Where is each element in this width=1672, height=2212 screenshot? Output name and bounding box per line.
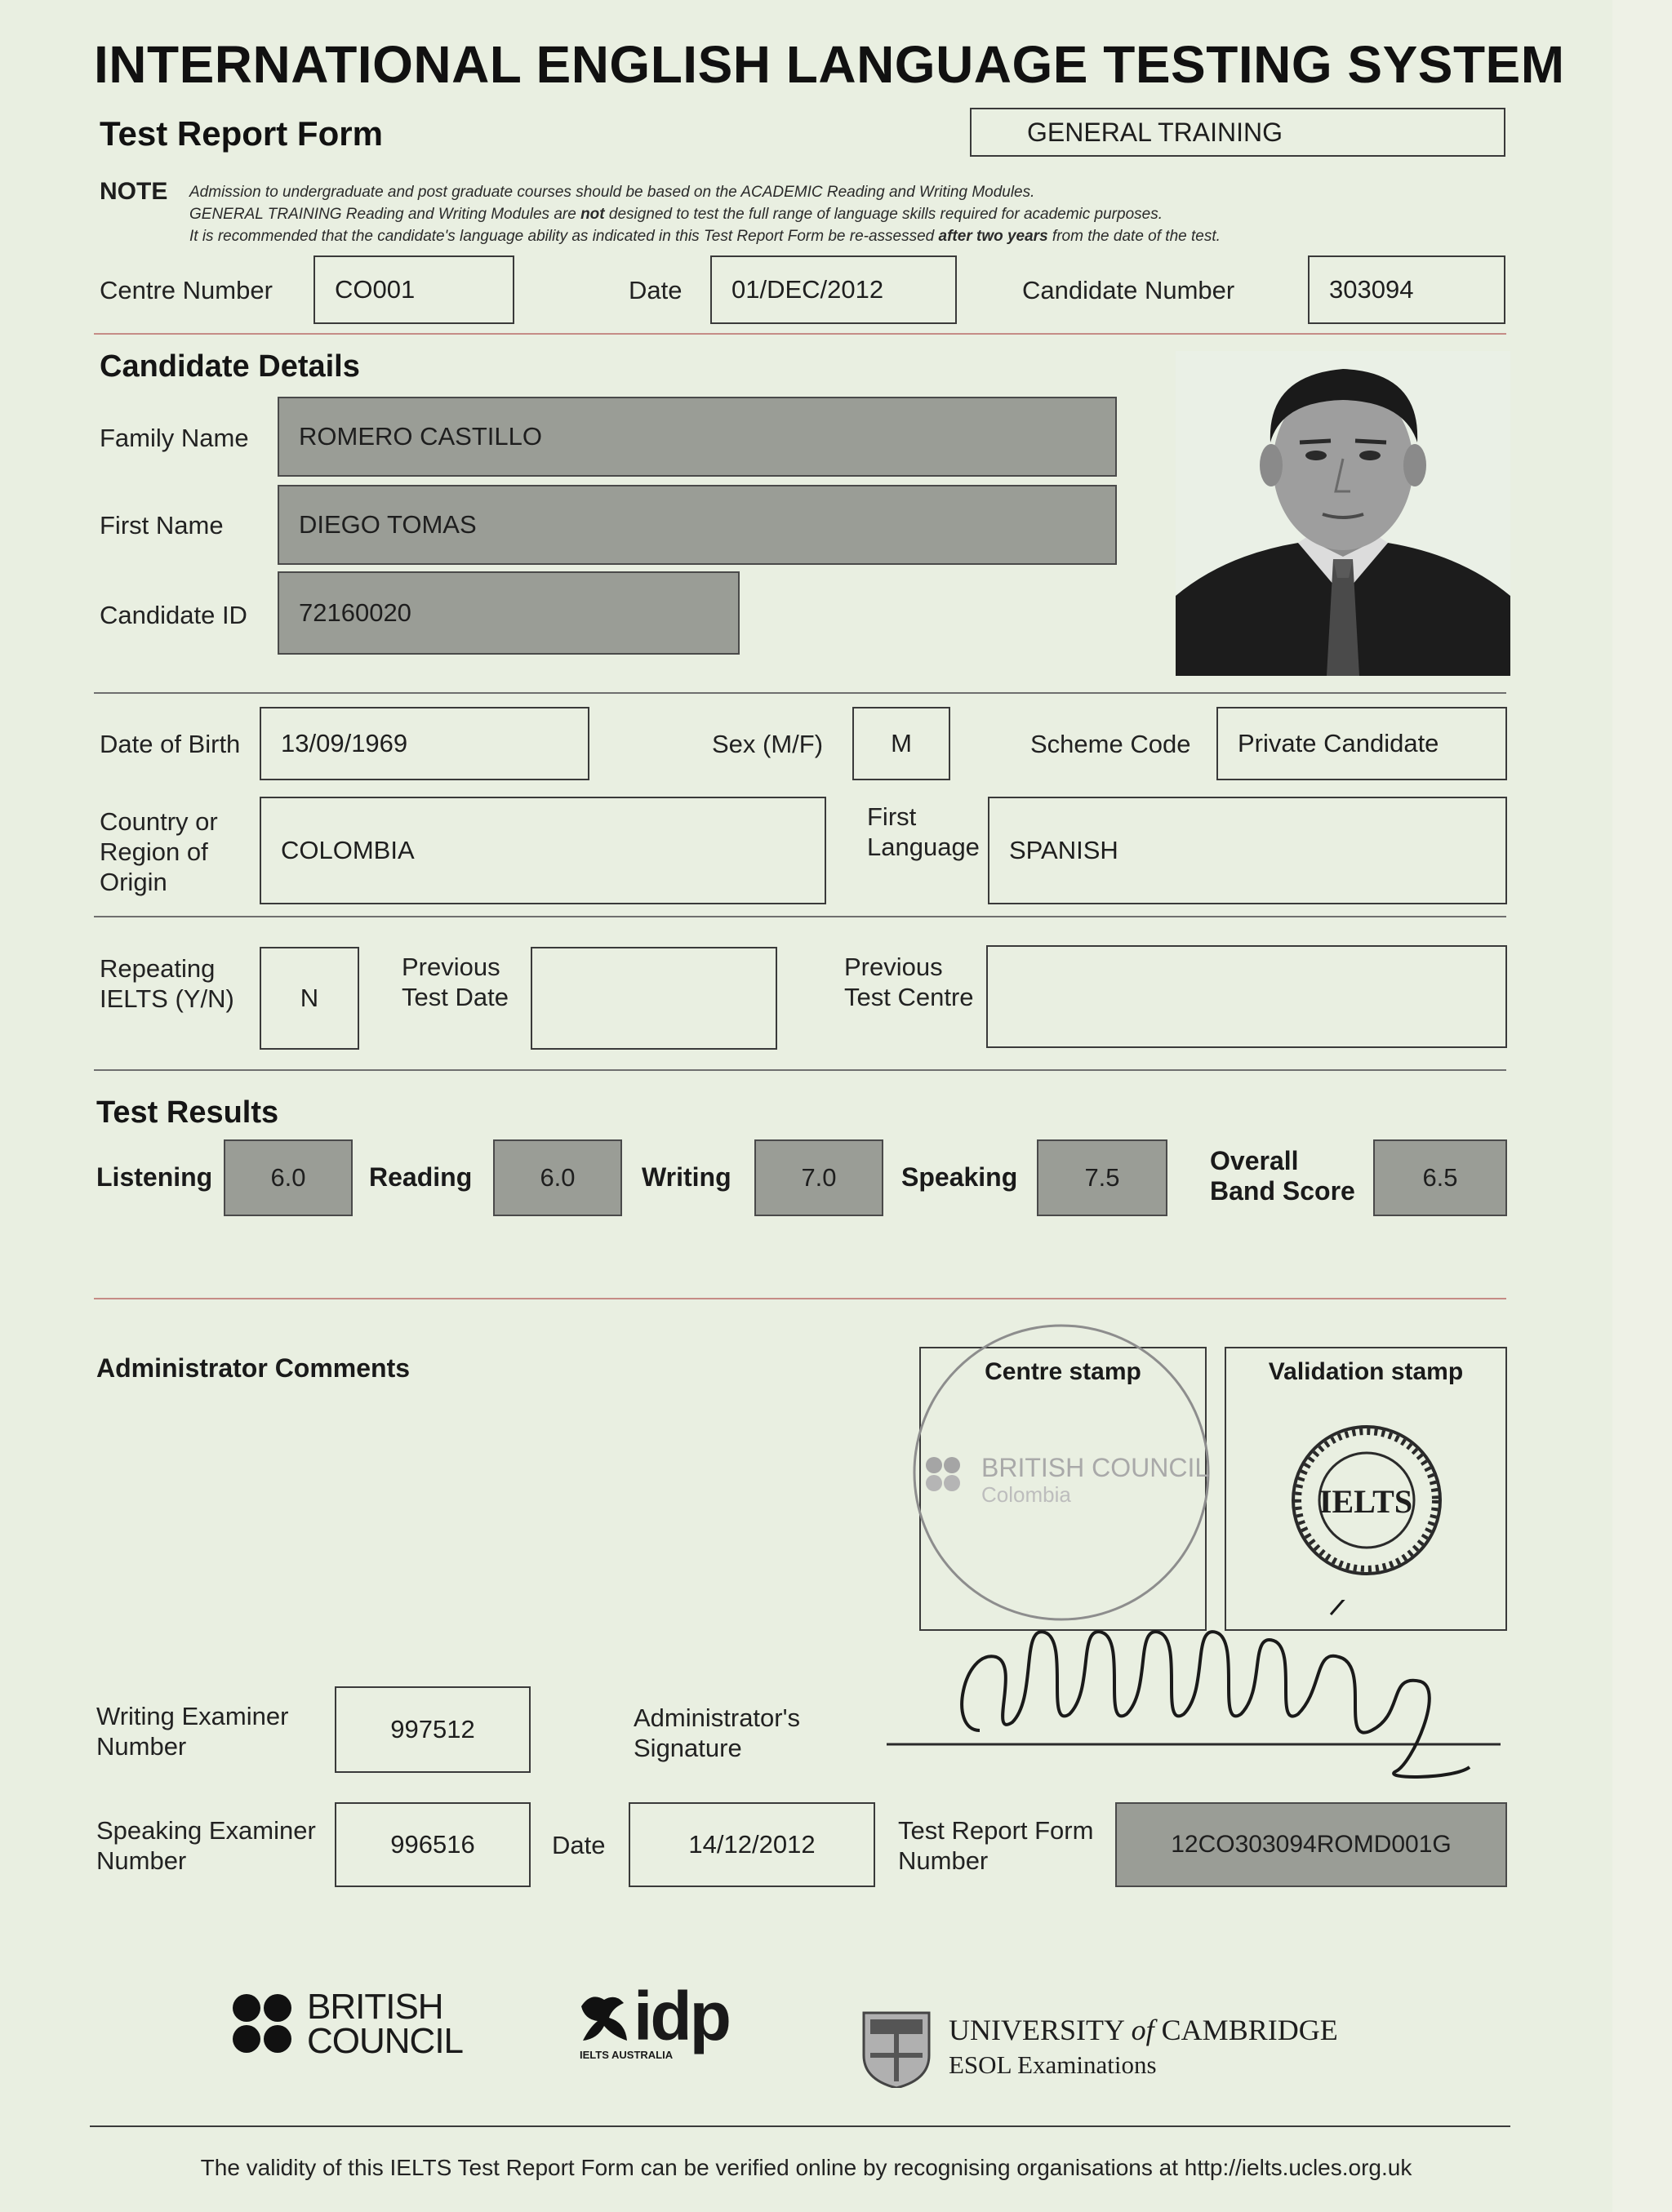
dob-label: Date of Birth <box>100 730 241 758</box>
first-name-field: DIEGO TOMAS <box>278 485 1117 565</box>
previous-test-centre-field <box>986 945 1507 1048</box>
overall-band-label <box>1210 1146 1355 1206</box>
test-results-title: Test Results <box>96 1095 279 1130</box>
writing-examiner-label-line-2: Number <box>96 1732 187 1761</box>
centre-stamp-text-2: Colombia <box>981 1482 1071 1507</box>
cambridge-of: of <box>1131 2014 1154 2046</box>
date-label: Date <box>629 276 683 304</box>
note-line-3c: from the date of the test. <box>1047 228 1221 245</box>
idp-mark-icon <box>576 1990 634 2047</box>
validation-seal-text: IELTS <box>1318 1483 1413 1520</box>
speaking-score: 7.5 <box>1037 1139 1167 1216</box>
idp-wordmark: idp <box>634 1978 729 2054</box>
form-subtitle: Test Report Form <box>100 114 383 153</box>
british-council-logo <box>232 1987 477 2063</box>
overall-band-label-line-2: Band Score <box>1210 1176 1355 1206</box>
listening-score: 6.0 <box>224 1139 353 1216</box>
note-label: NOTE <box>100 178 168 205</box>
divider <box>94 916 1506 917</box>
writing-examiner-field: 997512 <box>335 1686 531 1773</box>
portrait-image <box>1176 351 1510 676</box>
first-language-label-line-1: First <box>867 802 917 831</box>
footer-divider <box>90 2125 1510 2127</box>
note-line-2a: GENERAL TRAINING Reading and Writing Modules are <box>189 206 581 223</box>
administrator-signature-label <box>634 1703 800 1763</box>
overall-band-label-line-1: Overall <box>1210 1146 1299 1175</box>
note-text <box>189 181 1221 247</box>
trf-number-field: 12CO303094ROMD001G <box>1115 1802 1507 1887</box>
cambridge-name: CAMBRIDGE <box>1154 2014 1338 2046</box>
repeating-field: N <box>260 947 359 1050</box>
repeating-label <box>100 953 234 1014</box>
validation-stamp-box <box>1225 1347 1507 1631</box>
validation-stamp-label: Validation stamp <box>1268 1358 1464 1385</box>
note-line-2 <box>189 203 1221 225</box>
candidate-number-field: 303094 <box>1308 255 1505 324</box>
first-language-label <box>867 802 980 862</box>
scheme-code-field: Private Candidate <box>1216 707 1507 780</box>
centre-stamp-text-1: BRITISH COUNCIL <box>981 1453 1210 1482</box>
country-label-line-1: Country or <box>100 807 218 836</box>
administrator-signature-label-line-1: Administrator's <box>634 1703 801 1732</box>
previous-test-date-label-line-2: Test Date <box>402 983 509 1011</box>
centre-stamp-box <box>919 1347 1210 1631</box>
speaking-examiner-label-line-2: Number <box>96 1846 187 1875</box>
trf-number-label-line-1: Test Report Form <box>898 1816 1094 1845</box>
cambridge-line-1 <box>949 2013 1338 2047</box>
dob-field: 13/09/1969 <box>260 707 589 780</box>
candidate-details-title: Candidate Details <box>100 349 360 384</box>
previous-test-date-label-line-1: Previous <box>402 953 500 981</box>
centre-number-field: CO001 <box>314 255 514 324</box>
family-name-field: ROMERO CASTILLO <box>278 397 1117 477</box>
administrator-signature-label-line-2: Signature <box>634 1734 742 1762</box>
sex-field: M <box>852 707 950 780</box>
note-line-3 <box>189 225 1221 247</box>
trf-number-label-line-2: Number <box>898 1846 989 1875</box>
british-council-wordmark <box>307 1987 464 2061</box>
sex-label: Sex (M/F) <box>712 730 824 758</box>
divider <box>94 1069 1506 1071</box>
admin-date-label: Date <box>552 1831 606 1859</box>
cambridge-line-2: ESOL Examinations <box>949 2050 1157 2079</box>
footer-verification-text: The validity of this IELTS Test Report Form can be verified online by recognising organisations at http://ielts.ucles.org.uk <box>200 2155 1412 2180</box>
first-language-label-line-2: Language <box>867 833 980 861</box>
divider <box>94 1298 1506 1299</box>
page-title: INTERNATIONAL ENGLISH LANGUAGE TESTING SYSTEM <box>94 35 1565 94</box>
date-field: 01/DEC/2012 <box>710 255 957 324</box>
previous-test-centre-label-line-2: Test Centre <box>844 983 974 1011</box>
overall-band-score: 6.5 <box>1373 1139 1507 1216</box>
trf-number-label <box>898 1815 1093 1876</box>
british-council-line-1: BRITISH <box>307 1987 443 2027</box>
country-label-line-3: Origin <box>100 868 167 896</box>
country-label-line-2: Region of <box>100 837 208 866</box>
reading-label: Reading <box>369 1162 473 1192</box>
speaking-examiner-field: 996516 <box>335 1802 531 1887</box>
scheme-code-label: Scheme Code <box>1030 730 1191 758</box>
cambridge-logo <box>862 2011 1352 2090</box>
idp-logo <box>576 1978 756 2065</box>
note-line-2c: designed to test the full range of language skills required for academic purposes. <box>604 206 1163 223</box>
repeating-label-line-2: IELTS (Y/N) <box>100 984 234 1013</box>
speaking-examiner-label <box>96 1815 316 1876</box>
divider <box>94 692 1506 694</box>
country-field: COLOMBIA <box>260 797 826 904</box>
administrator-signature <box>882 1600 1519 1796</box>
british-council-dots-icon <box>232 1993 297 2059</box>
candidate-number-label: Candidate Number <box>1022 276 1235 304</box>
first-language-field: SPANISH <box>988 797 1507 904</box>
writing-examiner-label-line-1: Writing Examiner <box>96 1702 289 1730</box>
previous-test-centre-label-line-1: Previous <box>844 953 943 981</box>
previous-test-centre-label <box>844 952 974 1012</box>
family-name-label: Family Name <box>100 424 249 452</box>
writing-examiner-label <box>96 1701 288 1761</box>
note-line-2b: not <box>580 206 605 223</box>
module-box: GENERAL TRAINING <box>970 108 1505 157</box>
country-label <box>100 806 218 897</box>
previous-test-date-label <box>402 952 509 1012</box>
speaking-label: Speaking <box>901 1162 1018 1192</box>
note-line-1: Admission to undergraduate and post graduate courses should be based on the ACADEMIC Reading and Writing Modules. <box>189 184 1035 201</box>
writing-score: 7.0 <box>754 1139 883 1216</box>
divider <box>94 333 1506 335</box>
first-name-label: First Name <box>100 511 224 540</box>
centre-stamp-label: Centre stamp <box>985 1358 1141 1385</box>
note-line-3a: It is recommended that the candidate's language ability as indicated in this Test Report Form be re-assessed <box>189 228 939 245</box>
candidate-photo <box>1176 351 1510 676</box>
repeating-label-line-1: Repeating <box>100 954 216 983</box>
writing-label: Writing <box>642 1162 732 1192</box>
reading-score: 6.0 <box>493 1139 622 1216</box>
candidate-id-field: 72160020 <box>278 571 740 655</box>
admin-date-field: 14/12/2012 <box>629 1802 875 1887</box>
cambridge-university: UNIVERSITY <box>949 2014 1132 2046</box>
idp-subtitle: IELTS AUSTRALIA <box>580 2049 674 2061</box>
speaking-examiner-label-line-1: Speaking Examiner <box>96 1816 316 1845</box>
note-line-3b: after two years <box>938 228 1048 245</box>
centre-number-label: Centre Number <box>100 276 273 304</box>
listening-label: Listening <box>96 1162 213 1192</box>
administrator-comments-title: Administrator Comments <box>96 1353 411 1383</box>
candidate-id-label: Candidate ID <box>100 601 247 629</box>
previous-test-date-field <box>531 947 777 1050</box>
cambridge-shield-icon <box>862 2011 931 2088</box>
british-council-line-2: COUNCIL <box>307 2021 464 2061</box>
